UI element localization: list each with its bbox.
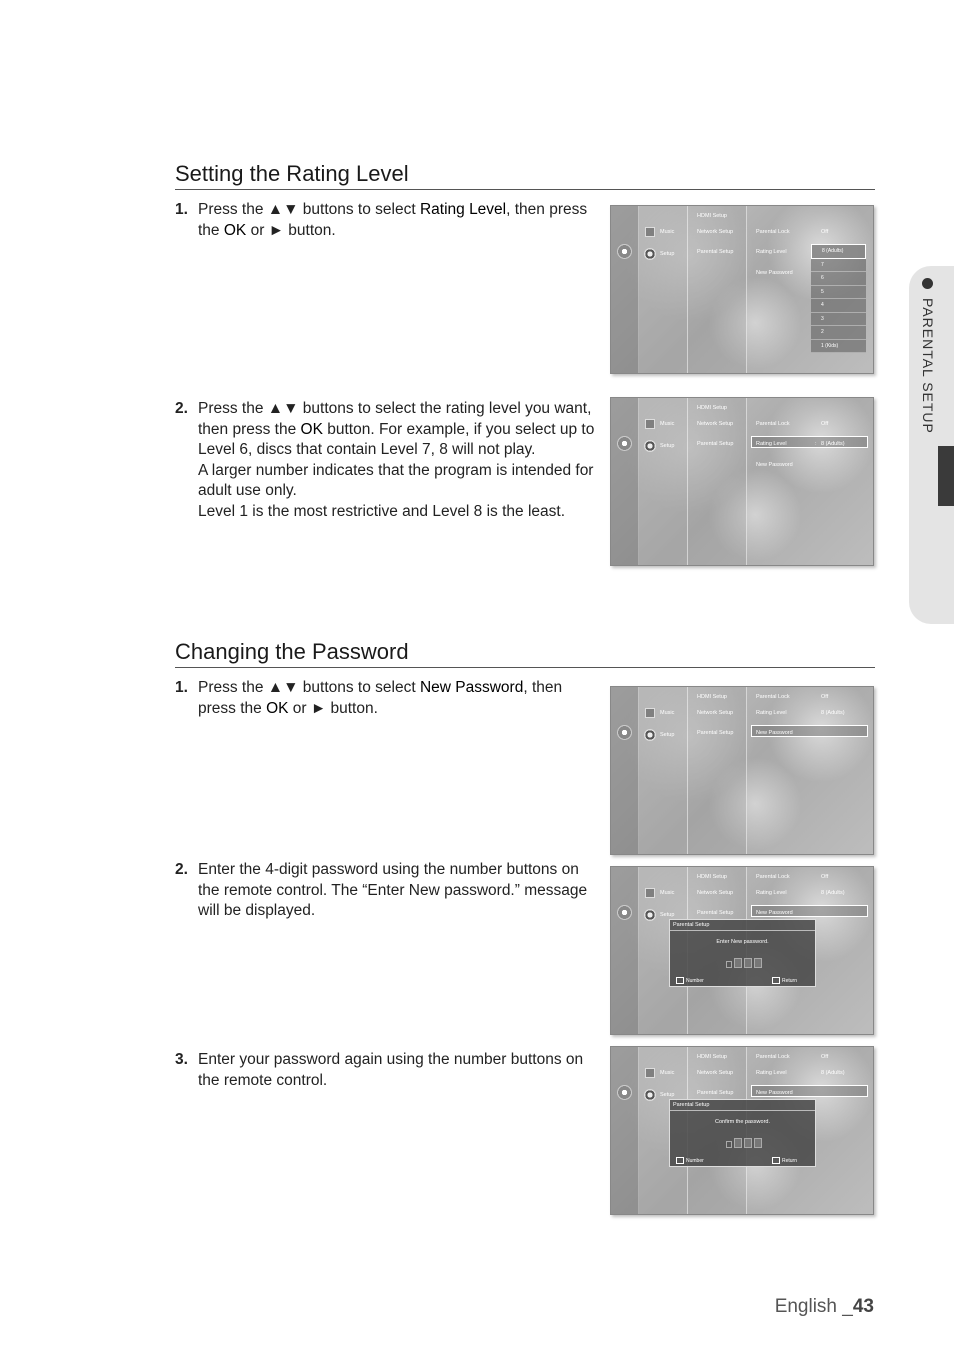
dialog-message: Enter New password. xyxy=(716,939,769,945)
screen-left-strip xyxy=(611,206,638,373)
value-off: Off xyxy=(821,421,829,427)
step-text: A larger number indicates that the program is intended for adult use only. xyxy=(198,461,594,499)
menu-network: Network Setup xyxy=(697,890,734,896)
menu-music: Music xyxy=(660,421,675,427)
disc-icon xyxy=(617,244,632,259)
menu-music: Music xyxy=(660,229,675,235)
disc-icon xyxy=(617,436,632,451)
menu-setup: Setup xyxy=(660,251,675,257)
gear-icon xyxy=(644,1089,656,1101)
step-bold: OK xyxy=(300,420,323,438)
label-parental-lock: Parental Lock xyxy=(756,1054,790,1060)
menu-hdmi: HDMI Setup xyxy=(697,1054,727,1060)
value-off: Off xyxy=(821,694,829,700)
menu-hdmi: HDMI Setup xyxy=(697,405,727,411)
disc-icon xyxy=(617,905,632,920)
step-text: , then press the xyxy=(198,201,588,239)
value-rating: 8 (Adults) xyxy=(821,890,845,896)
password-dialog xyxy=(669,919,816,987)
footer-page: 43 xyxy=(852,1296,874,1317)
step-text: Press the ▲▼ buttons to select xyxy=(198,201,420,218)
step-text: Enter your password again using the number buttons on the remote control. xyxy=(198,1051,584,1089)
label-parental-lock: Parental Lock xyxy=(756,229,790,235)
menu-parental: Parental Setup xyxy=(697,249,734,255)
pin-boxes xyxy=(726,955,764,973)
step-number: 1. xyxy=(175,679,188,696)
step-2-password xyxy=(175,860,595,922)
gear-icon xyxy=(644,909,656,921)
step-text: button. For example, if you select up to Level 6, discs that contain Level 7, 8 will not play. xyxy=(198,420,595,458)
hint-number: Number xyxy=(686,1157,704,1164)
step-number: 2. xyxy=(175,400,188,417)
list-item: 7 xyxy=(811,259,866,273)
step-text: or ► button. xyxy=(246,221,336,239)
screen-enter-password xyxy=(610,866,874,1035)
menu-setup: Setup xyxy=(660,912,675,918)
gear-icon xyxy=(644,729,656,741)
step-text: or ► button. xyxy=(288,699,378,717)
disc-icon xyxy=(617,725,632,740)
menu-music: Music xyxy=(660,890,675,896)
screen-new-password xyxy=(610,686,874,855)
label-parental-lock: Parental Lock xyxy=(756,421,790,427)
page-number xyxy=(775,1296,874,1318)
hint-return: Return xyxy=(781,977,797,984)
dialog-message: Confirm the password. xyxy=(714,1119,771,1125)
label-new-password: New Password xyxy=(756,270,793,276)
value-off: Off xyxy=(821,1054,829,1060)
step-number: 1. xyxy=(175,201,188,218)
return-key-icon xyxy=(772,1157,780,1164)
value-rating: 8 (Adults) xyxy=(821,1070,845,1076)
music-icon xyxy=(645,888,655,898)
label-new-password: New Password xyxy=(756,1090,793,1096)
gear-icon xyxy=(644,440,656,452)
menu-parental: Parental Setup xyxy=(697,730,734,736)
password-dialog xyxy=(669,1099,816,1167)
screen-rating-list xyxy=(610,205,874,374)
rating-level-list xyxy=(811,244,866,353)
gear-icon xyxy=(644,248,656,260)
dialog-title: Parental Setup xyxy=(670,1100,815,1111)
step-3-password xyxy=(175,1050,595,1091)
hint-return: Return xyxy=(781,1157,797,1164)
step-1-password xyxy=(175,678,595,719)
dialog-footer xyxy=(676,977,809,984)
screen-confirm-password xyxy=(610,1046,874,1215)
disc-icon xyxy=(617,1085,632,1100)
music-icon xyxy=(645,1068,655,1078)
menu-network: Network Setup xyxy=(697,421,734,427)
menu-network: Network Setup xyxy=(697,1070,734,1076)
number-key-icon xyxy=(676,977,684,984)
menu-setup: Setup xyxy=(660,443,675,449)
step-number: 2. xyxy=(175,861,188,878)
step-text: Level 1 is the most restrictive and Level 8 is the least. xyxy=(198,502,566,520)
side-tab-parental-setup xyxy=(909,266,954,624)
step-bold: Rating Level xyxy=(419,201,507,218)
list-item: 1 (Kids) xyxy=(811,340,866,354)
list-item: 8 (Adults) xyxy=(811,244,866,259)
screen-left-strip xyxy=(611,867,638,1034)
value-off: Off xyxy=(821,874,829,880)
value-rating: 8 (Adults) xyxy=(821,710,845,716)
menu-music: Music xyxy=(660,1070,675,1076)
label-parental-lock: Parental Lock xyxy=(756,694,790,700)
separator-colon: : xyxy=(815,441,817,447)
screen-rating-selected xyxy=(610,397,874,566)
label-parental-lock: Parental Lock xyxy=(756,874,790,880)
menu-network: Network Setup xyxy=(697,229,734,235)
step-bold: OK xyxy=(223,221,247,239)
dialog-footer xyxy=(676,1157,809,1164)
menu-hdmi: HDMI Setup xyxy=(697,874,727,880)
hint-number: Number xyxy=(686,977,704,984)
list-item: 4 xyxy=(811,299,866,313)
bullet-dot-icon xyxy=(922,278,933,289)
screen-left-strip xyxy=(611,1047,638,1214)
screen-left-strip xyxy=(611,687,638,854)
label-new-password: New Password xyxy=(756,730,793,736)
menu-setup: Setup xyxy=(660,732,675,738)
label-rating-level: Rating Level xyxy=(756,710,787,716)
screen-left-strip xyxy=(611,398,638,565)
step-bold: OK xyxy=(266,699,289,717)
step-number: 3. xyxy=(175,1051,188,1068)
value-rating: 8 (Adults) xyxy=(821,441,845,447)
label-rating-level: Rating Level xyxy=(756,441,787,447)
step-2-rating xyxy=(175,399,595,522)
label-new-password: New Password xyxy=(756,462,793,468)
pin-boxes xyxy=(726,1135,764,1153)
section-title-rating-level: Setting the Rating Level xyxy=(175,161,875,190)
list-item: 3 xyxy=(811,313,866,327)
step-text: , then press the xyxy=(198,679,563,717)
step-1-rating xyxy=(175,200,595,241)
menu-network: Network Setup xyxy=(697,710,734,716)
step-text: Enter the 4-digit password using the number buttons on the remote control. The “Enter New password.” message will be displayed. xyxy=(198,861,588,919)
menu-parental: Parental Setup xyxy=(697,441,734,447)
music-icon xyxy=(645,708,655,718)
footer-lang: English _ xyxy=(774,1296,853,1317)
menu-hdmi: HDMI Setup xyxy=(697,213,727,219)
side-tab-label: PARENTAL SETUP xyxy=(920,298,936,434)
step-text: Press the ▲▼ buttons to select xyxy=(198,679,420,696)
list-item: 6 xyxy=(811,272,866,286)
label-rating-level: Rating Level xyxy=(756,249,787,255)
list-item: 2 xyxy=(811,326,866,340)
menu-hdmi: HDMI Setup xyxy=(697,694,727,700)
menu-music: Music xyxy=(660,710,675,716)
menu-parental: Parental Setup xyxy=(697,910,734,916)
step-bold: New Password xyxy=(419,679,524,696)
label-rating-level: Rating Level xyxy=(756,890,787,896)
step-text: Press the ▲▼ buttons to select the rating level you want, then press the xyxy=(198,400,592,438)
return-key-icon xyxy=(772,977,780,984)
music-icon xyxy=(645,227,655,237)
menu-setup: Setup xyxy=(660,1092,675,1098)
side-tab-marker xyxy=(938,446,954,506)
value-off: Off xyxy=(821,229,829,235)
label-rating-level: Rating Level xyxy=(756,1070,787,1076)
section-title-password: Changing the Password xyxy=(175,639,875,668)
label-new-password: New Password xyxy=(756,910,793,916)
music-icon xyxy=(645,419,655,429)
list-item: 5 xyxy=(811,286,866,300)
number-key-icon xyxy=(676,1157,684,1164)
dialog-title: Parental Setup xyxy=(670,920,815,931)
menu-parental: Parental Setup xyxy=(697,1090,734,1096)
